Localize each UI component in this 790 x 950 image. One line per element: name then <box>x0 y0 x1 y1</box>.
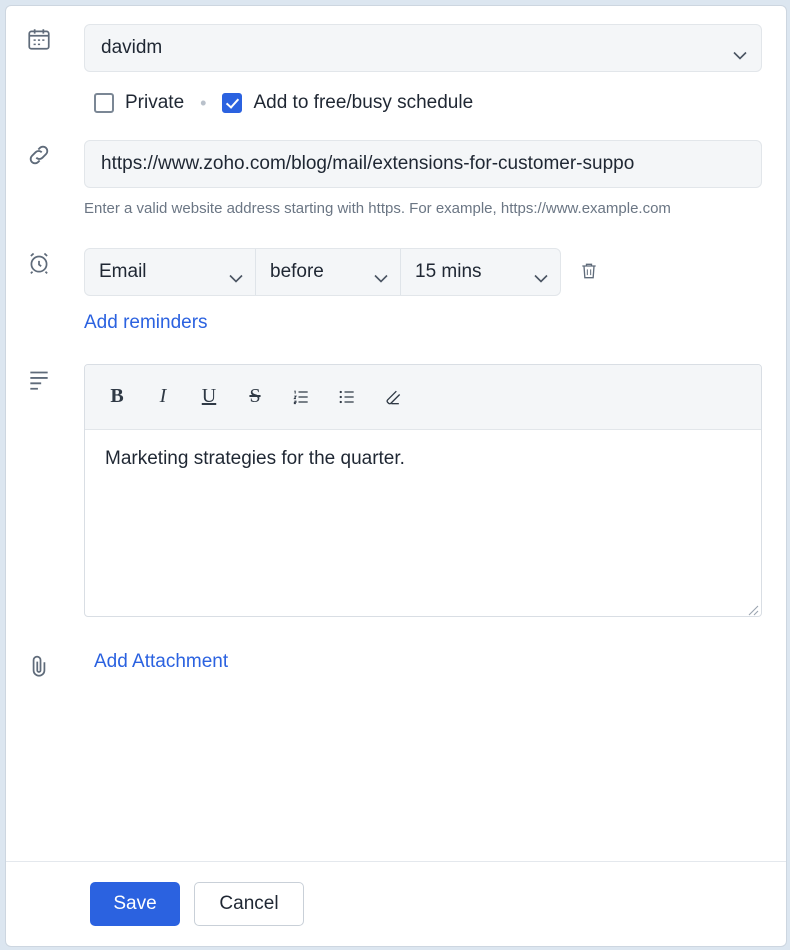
chevron-down-icon <box>229 267 243 276</box>
privacy-field <box>84 92 762 114</box>
reminder-time-select[interactable] <box>400 249 560 295</box>
url-field <box>84 140 762 220</box>
freebusy-checkbox[interactable] <box>222 92 473 114</box>
url-input-value: https://www.zoho.com/blog/mail/extensions-for-customer-suppo <box>101 153 635 174</box>
chevron-down-icon <box>374 267 388 276</box>
reminder-relation-value: before <box>270 260 324 282</box>
cancel-button[interactable]: Cancel <box>194 882 304 926</box>
reminder-segmented <box>84 248 561 296</box>
bulleted-list-icon[interactable] <box>327 377 367 417</box>
rich-text-editor <box>84 364 762 617</box>
calendar-select-value: davidm <box>101 37 163 58</box>
calendar-field <box>84 24 762 72</box>
url-help-text: Enter a valid website address starting with https. For example, https://www.example.com <box>84 200 671 217</box>
paperclip-icon <box>26 653 52 679</box>
strikethrough-icon[interactable]: S <box>249 385 261 408</box>
form-footer <box>6 861 786 946</box>
reminder-type-value: Email <box>99 260 147 282</box>
description-text: Marketing strategies for the quarter. <box>105 447 405 469</box>
attachment-field <box>84 651 762 673</box>
trash-icon[interactable] <box>579 261 599 283</box>
clear-formatting-icon[interactable] <box>373 377 413 417</box>
save-button[interactable]: Save <box>90 882 180 926</box>
event-editor-window <box>5 5 787 947</box>
reminder-time-value: 15 mins <box>415 260 482 282</box>
description-field <box>84 364 762 617</box>
private-checkbox-label: Private <box>125 92 185 113</box>
resize-handle-icon[interactable] <box>745 600 759 614</box>
private-checkbox[interactable] <box>94 92 184 114</box>
calendar-row <box>6 24 786 72</box>
description-icon <box>26 366 52 392</box>
reminder-type-select[interactable] <box>85 249 255 295</box>
url-row <box>6 140 786 220</box>
calendar-icon <box>26 26 52 52</box>
option-separator: • <box>200 93 207 113</box>
privacy-options <box>84 92 762 114</box>
calendar-icon-gutter <box>26 24 84 52</box>
description-row <box>6 364 786 617</box>
editor-toolbar <box>85 365 761 430</box>
private-checkbox-box[interactable] <box>94 93 114 113</box>
alarm-icon <box>26 250 52 276</box>
reminder-icon-gutter <box>26 248 84 276</box>
link-icon <box>26 142 52 168</box>
url-icon-gutter <box>26 140 84 168</box>
freebusy-checkbox-box[interactable] <box>222 93 242 113</box>
add-reminders-link[interactable]: Add reminders <box>84 311 208 333</box>
underline-icon[interactable]: U <box>201 385 217 408</box>
calendar-select[interactable] <box>84 24 762 72</box>
chevron-down-icon <box>733 44 747 53</box>
freebusy-checkbox-label: Add to free/busy schedule <box>253 92 474 113</box>
privacy-icon-gutter <box>26 102 84 104</box>
description-icon-gutter <box>26 364 84 392</box>
numbered-list-icon[interactable] <box>281 377 321 417</box>
description-textarea[interactable] <box>85 430 761 616</box>
event-form <box>6 6 786 861</box>
reminder-controls <box>84 248 762 296</box>
bold-icon[interactable]: B <box>110 385 124 408</box>
chevron-down-icon <box>534 267 548 276</box>
attachment-row <box>6 651 786 679</box>
privacy-row <box>6 92 786 114</box>
url-input[interactable] <box>84 140 762 188</box>
reminder-row <box>6 248 786 334</box>
attachment-icon-gutter <box>26 651 84 679</box>
reminder-relation-select[interactable] <box>255 249 400 295</box>
add-attachment-link[interactable]: Add Attachment <box>94 650 229 672</box>
italic-icon[interactable]: I <box>159 385 167 408</box>
reminder-field <box>84 248 762 334</box>
